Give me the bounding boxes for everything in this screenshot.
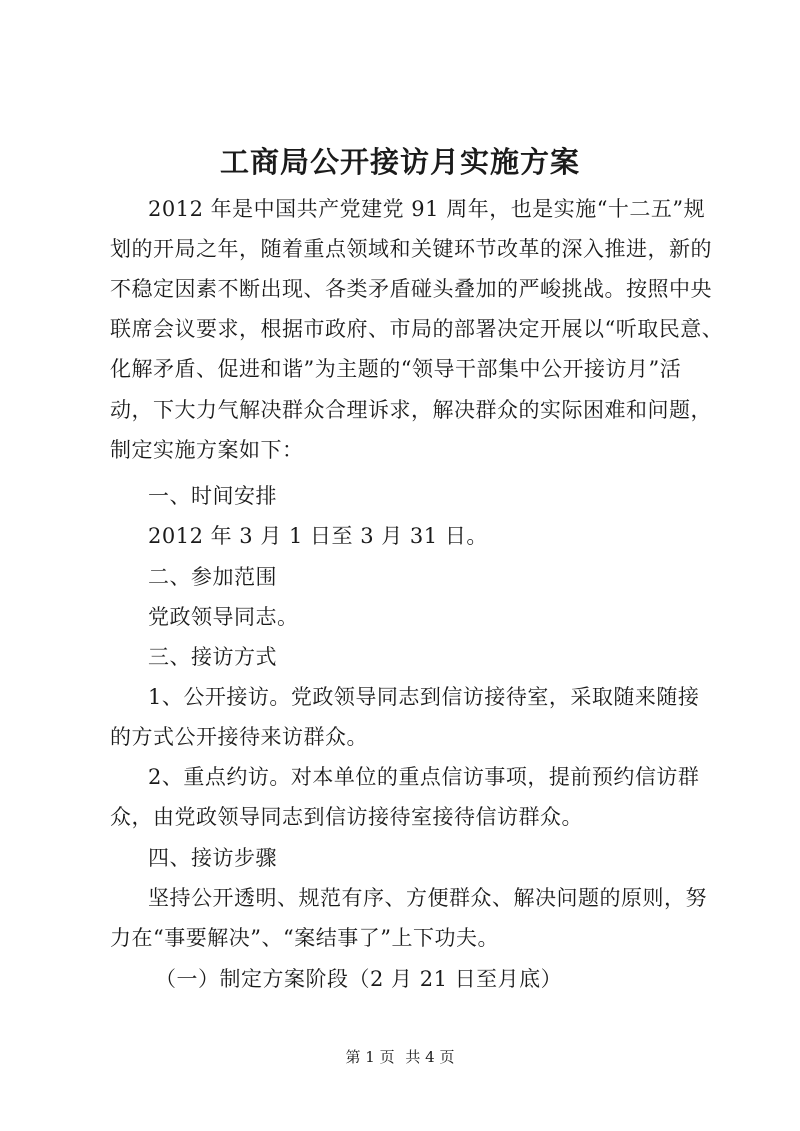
document-title: 工商局公开接访月实施方案 (219, 145, 580, 179)
paragraph-line: 坚持公开透明、规范有序、方便群众、解决问题的原则，努 (148, 886, 707, 910)
paragraph-line: 党政领导同志。 (148, 605, 299, 629)
paragraph-line: 众，由党政领导同志到信访接待室接待信访群众。 (110, 805, 583, 829)
section-heading: 二、参加范围 (148, 565, 277, 589)
paragraph-line: 1、公开接访。党政领导同志到信访接待室，采取随来随接 (148, 685, 700, 709)
page-total: 共 4 页 (405, 1048, 455, 1066)
paragraph-line: 不稳定因素不断出现、各类矛盾碰头叠加的严峻挑战。按照中央 (110, 277, 712, 301)
paragraph-line: 化解矛盾、促进和谐”为主题的“领导干部集中公开接访月”活 (110, 357, 682, 381)
paragraph-line: 2012 年 3 月 1 日至 3 月 31 日。 (148, 524, 488, 548)
paragraph-line: 动，下大力气解决群众合理诉求，解决群众的实际困难和问题， (110, 398, 712, 422)
paragraph-line: 力在“事要解决”、“案结事了”上下功夫。 (110, 926, 499, 950)
subsection-heading: （一）制定方案阶段（2 月 21 日至月底） (155, 967, 563, 991)
paragraph-line: 联席会议要求，根据市政府、市局的部署决定开展以“听取民意、 (110, 317, 724, 341)
paragraph-line: 制定实施方案如下： (110, 438, 304, 462)
page-number: 第 1 页 (345, 1048, 395, 1066)
section-heading: 四、接访步骤 (148, 846, 277, 870)
paragraph-line: 2012 年是中国共产党建党 91 周年，也是实施“十二五”规 (148, 197, 706, 221)
section-heading: 一、时间安排 (148, 484, 277, 508)
paragraph-line: 2、重点约访。对本单位的重点信访事项，提前预约信访群 (148, 765, 700, 789)
section-heading: 三、接访方式 (148, 645, 277, 669)
page-footer (0, 1046, 800, 1067)
paragraph-line: 的方式公开接待来访群众。 (110, 725, 368, 749)
paragraph-line: 划的开局之年，随着重点领域和关键环节改革的深入推进，新的 (110, 237, 712, 261)
